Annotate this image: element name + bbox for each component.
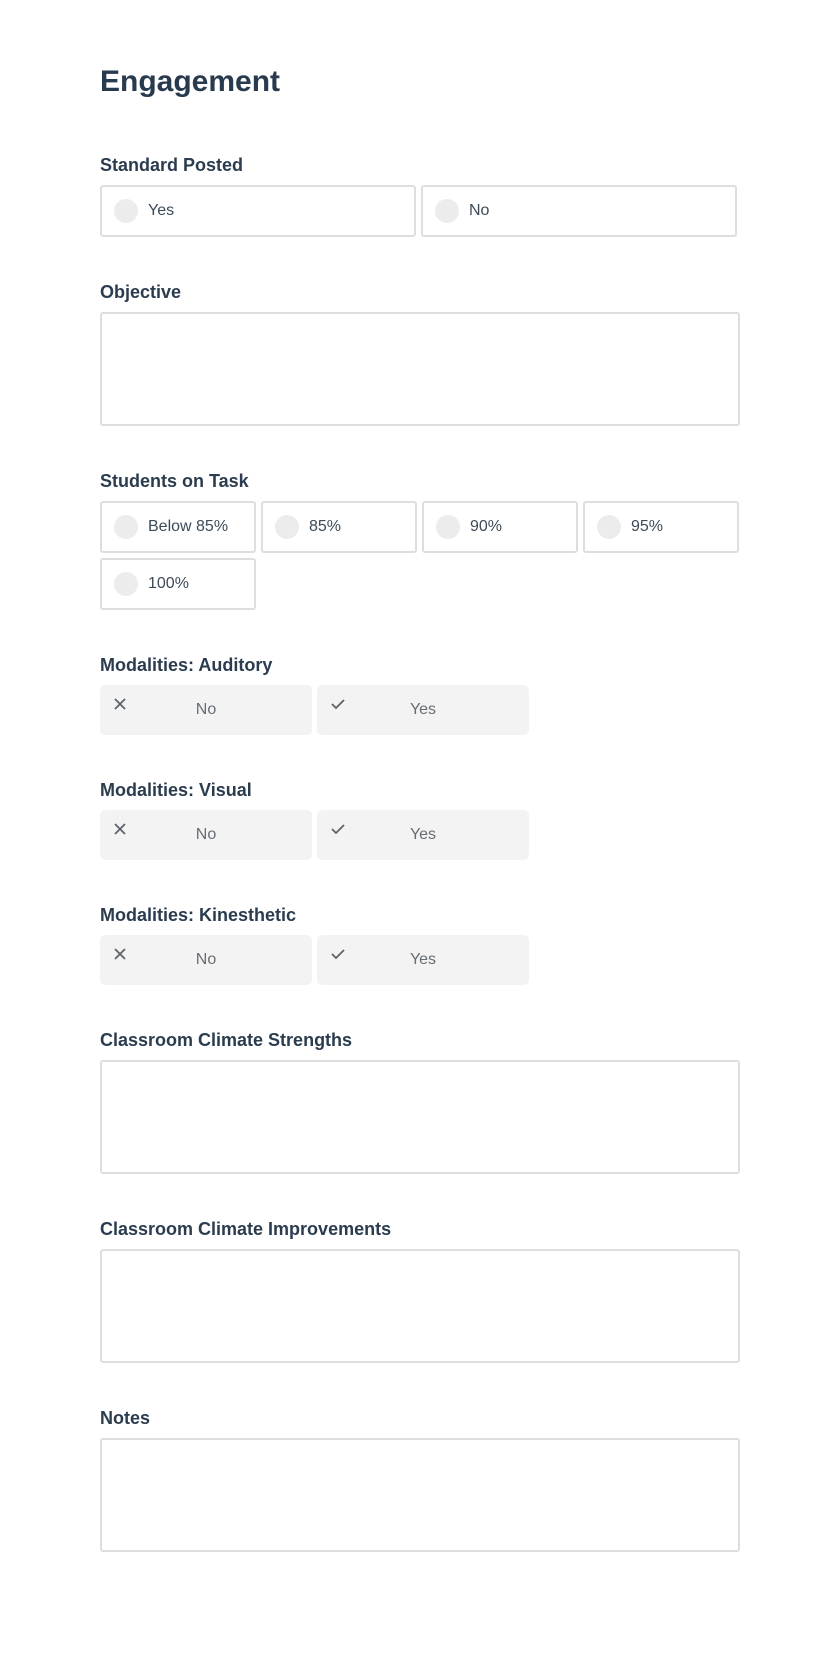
objective-label: Objective [100, 282, 182, 302]
modalities-auditory-yes-button[interactable] [317, 685, 529, 735]
modalities-kinesthetic-no-button[interactable] [100, 935, 312, 985]
option-label: No [469, 202, 490, 219]
page-title: Engagement [100, 65, 281, 98]
modalities-visual-no-button[interactable] [100, 810, 312, 860]
radio-circle-icon [435, 199, 459, 223]
students-on-task-option-below-85[interactable] [100, 501, 256, 553]
option-label: 90% [470, 518, 503, 535]
objective-section [100, 281, 740, 426]
option-label: Yes [148, 202, 175, 219]
standard-posted-section [100, 154, 740, 237]
modalities-auditory-section [100, 654, 740, 735]
students-on-task-option-100[interactable] [100, 558, 256, 610]
toggle-label: Yes [409, 826, 437, 843]
students-on-task-option-85[interactable] [261, 501, 417, 553]
toggle-label: No [195, 951, 217, 968]
radio-circle-icon [114, 572, 138, 596]
toggle-label: Yes [409, 951, 437, 968]
students-on-task-label: Students on Task [100, 471, 249, 491]
modalities-visual-label: Modalities: Visual [100, 780, 252, 800]
option-label: 100% [148, 575, 189, 592]
radio-circle-icon [597, 515, 621, 539]
students-on-task-options [100, 501, 740, 610]
standard-posted-option-no[interactable] [421, 185, 737, 237]
modalities-visual-toggle [100, 810, 740, 860]
climate-strengths-section [100, 1029, 740, 1174]
option-label: 85% [309, 518, 342, 535]
standard-posted-option-yes[interactable] [100, 185, 416, 237]
climate-improvements-section [100, 1218, 740, 1363]
modalities-auditory-label: Modalities: Auditory [100, 655, 273, 675]
radio-circle-icon [436, 515, 460, 539]
notes-textarea[interactable] [100, 1438, 740, 1552]
modalities-kinesthetic-toggle [100, 935, 740, 985]
students-on-task-section [100, 470, 740, 610]
radio-circle-icon [275, 515, 299, 539]
standard-posted-label: Standard Posted [100, 155, 244, 175]
radio-circle-icon [114, 199, 138, 223]
notes-section [100, 1407, 740, 1552]
objective-textarea[interactable] [100, 312, 740, 426]
notes-label: Notes [100, 1408, 151, 1428]
modalities-kinesthetic-section [100, 904, 740, 985]
modalities-kinesthetic-label: Modalities: Kinesthetic [100, 905, 297, 925]
climate-strengths-label: Classroom Climate Strengths [100, 1030, 353, 1050]
standard-posted-options [100, 185, 740, 237]
climate-improvements-textarea[interactable] [100, 1249, 740, 1363]
option-label: 95% [631, 518, 664, 535]
modalities-auditory-no-button[interactable] [100, 685, 312, 735]
climate-strengths-textarea[interactable] [100, 1060, 740, 1174]
modalities-kinesthetic-yes-button[interactable] [317, 935, 529, 985]
modalities-visual-yes-button[interactable] [317, 810, 529, 860]
climate-improvements-label: Classroom Climate Improvements [100, 1219, 392, 1239]
option-label: Below 85% [148, 518, 229, 535]
students-on-task-option-95[interactable] [583, 501, 739, 553]
radio-circle-icon [114, 515, 138, 539]
modalities-visual-section [100, 779, 740, 860]
toggle-label: No [195, 826, 217, 843]
students-on-task-option-90[interactable] [422, 501, 578, 553]
toggle-label: No [195, 701, 217, 718]
toggle-label: Yes [409, 701, 437, 718]
modalities-auditory-toggle [100, 685, 740, 735]
